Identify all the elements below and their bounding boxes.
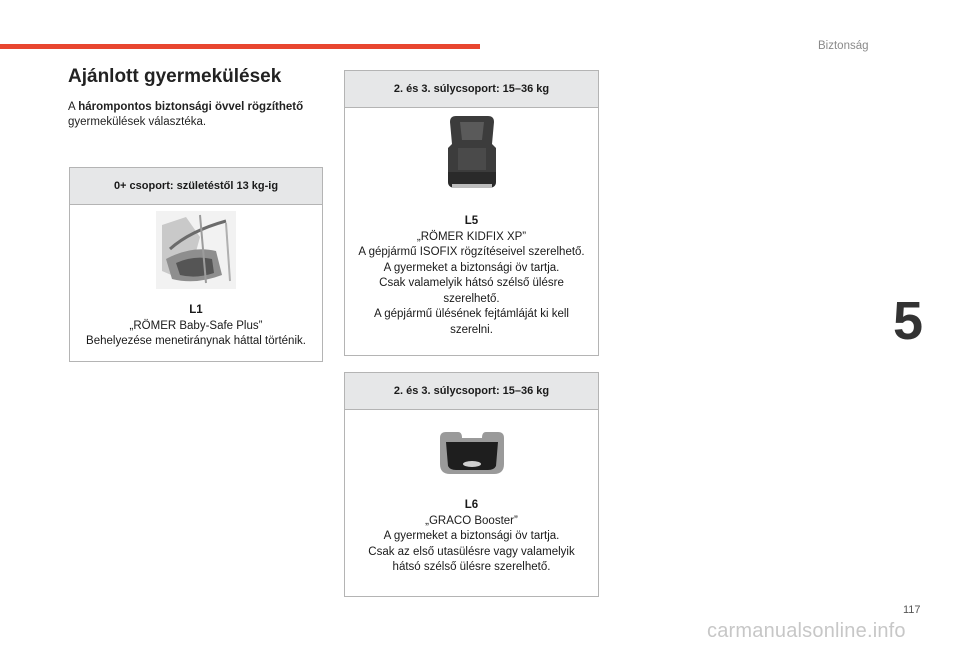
seat-code: L6: [464, 499, 479, 511]
seat-box-l1: [69, 167, 323, 362]
seat-line: A gyermeket a biztonsági öv tartja.: [383, 530, 560, 542]
seat-image-l6: [345, 410, 598, 498]
seat-box-l6: [344, 372, 599, 597]
seat-line: Csak valamelyik hátsó szélső ülésre: [379, 277, 564, 289]
page-title: Ajánlott gyermekülések: [68, 66, 282, 87]
booster-cushion-icon: [436, 428, 508, 480]
seat-line: „RÖMER Baby-Safe Plus”: [129, 319, 263, 332]
booster-seat-backrest-icon: [442, 114, 502, 192]
intro-rest: gyermekülések választéka.: [68, 116, 207, 128]
seat-description: [345, 214, 598, 338]
seat-line: szerelhető.: [443, 292, 500, 305]
chapter-number: 5: [893, 291, 924, 351]
seat-line: hátsó szélső ülésre szerelhető.: [392, 561, 551, 573]
seat-box-header: 0+ csoport: születéstől 13 kg-ig: [70, 168, 322, 205]
page-number: 117: [903, 604, 921, 616]
seat-line: A gépjármű ISOFIX rögzítéseivel szerelhető.: [358, 246, 585, 258]
seat-image-l5: [345, 108, 598, 214]
seat-code: L5: [464, 215, 479, 227]
seat-image-l1: [70, 205, 322, 303]
seat-code: L1: [189, 304, 203, 316]
infant-carrier-icon: [156, 211, 236, 289]
seat-description: [70, 303, 322, 350]
intro-prefix: A: [68, 101, 79, 113]
seat-line: szerelni.: [450, 323, 493, 336]
seat-line: Csak az első utasülésre vagy valamelyik: [368, 545, 575, 558]
seat-line: „GRACO Booster”: [425, 514, 518, 527]
seat-line: A gyermeket a biztonsági öv tartja.: [383, 261, 560, 274]
seat-line: „RÖMER KIDFIX XP”: [416, 230, 527, 243]
top-accent-bar: [0, 44, 480, 49]
section-label: Biztonság: [818, 40, 869, 52]
intro-text: [68, 100, 338, 130]
intro-bold: hárompontos biztonsági övvel rögzíthető: [78, 101, 304, 113]
seat-line: Behelyezése menetiránynak háttal történik.: [86, 335, 306, 347]
watermark: carmanualsonline.info: [707, 620, 906, 642]
seat-box-header: 2. és 3. súlycsoport: 15–36 kg: [345, 373, 598, 410]
seat-line: A gépjármű ülésének fejtámláját ki kell: [374, 308, 569, 320]
seat-box-header: 2. és 3. súlycsoport: 15–36 kg: [345, 71, 598, 108]
seat-description: [345, 498, 598, 576]
seat-box-l5: [344, 70, 599, 356]
